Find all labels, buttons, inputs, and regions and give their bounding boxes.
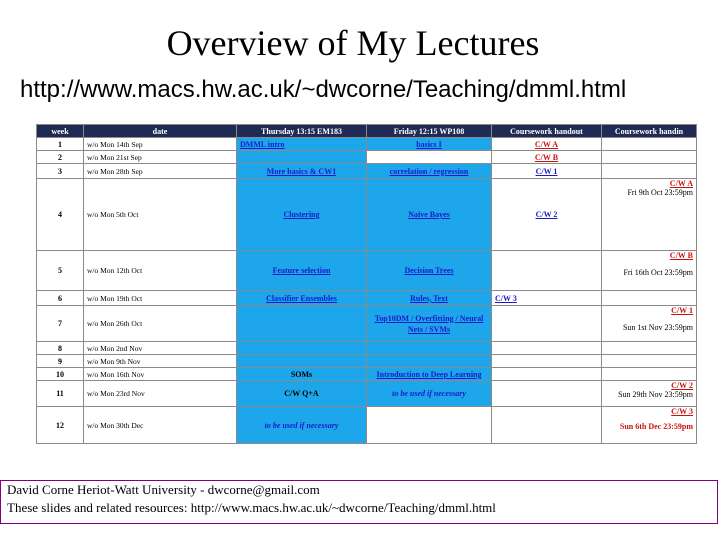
table-row [37, 381, 697, 407]
friday-cell[interactable] [367, 251, 492, 291]
lecture-link[interactable]: Introduction to Deep Learning [376, 369, 482, 379]
thursday-cell[interactable] [237, 251, 367, 291]
date-cell: w/o Mon 5th Oct [84, 179, 237, 251]
handout-cell [492, 381, 602, 407]
coursework-link[interactable]: C/W 1 [535, 166, 558, 176]
date-cell: w/o Mon 30th Dec [84, 407, 237, 444]
coursework-link[interactable]: C/W 2 [535, 210, 558, 219]
date-cell: w/o Mon 28th Sep [84, 164, 237, 179]
week-cell: 6 [37, 291, 84, 306]
handin-cell [602, 381, 697, 407]
date-cell: w/o Mon 2nd Nov [84, 342, 237, 355]
week-cell: 1 [37, 138, 84, 151]
coursework-link[interactable]: C/W A [534, 139, 559, 149]
friday-cell [367, 151, 492, 164]
footer-resources-line: These slides and related resources: http://www.macs.hw.ac.uk/~dwcorne/Teaching/dmml.html [7, 500, 496, 515]
table-row [37, 407, 697, 444]
date-cell: w/o Mon 16th Nov [84, 368, 237, 381]
handin-deadline: Sun 1st Nov 23:59pm [622, 323, 693, 332]
lecture-link[interactable]: SOMs [290, 369, 313, 379]
friday-cell [367, 355, 492, 368]
week-cell: 10 [37, 368, 84, 381]
coursework-link[interactable]: C/W 3 [495, 293, 517, 303]
handin-cell [602, 368, 697, 381]
lecture-link[interactable]: basics I [416, 139, 442, 149]
handin-cell [602, 291, 697, 306]
lecture-link[interactable]: Rules, Text [410, 293, 448, 303]
week-cell: 8 [37, 342, 84, 355]
lecture-link[interactable]: correlation / regression [389, 166, 469, 176]
date-cell: w/o Mon 12th Oct [84, 251, 237, 291]
handin-cell [602, 151, 697, 164]
thursday-cell[interactable] [237, 138, 367, 151]
week-cell: 4 [37, 179, 84, 251]
thursday-cell[interactable] [237, 368, 367, 381]
handout-cell [492, 355, 602, 368]
qa-session-label: C/W Q+A [284, 389, 319, 398]
table-row [37, 151, 697, 164]
week-cell: 9 [37, 355, 84, 368]
table-row [37, 179, 697, 251]
table-header-row [37, 125, 697, 138]
handin-deadline: Fri 9th Oct 23:59pm [627, 188, 693, 197]
handin-cell [602, 251, 697, 291]
handin-cell [602, 138, 697, 151]
week-cell: 5 [37, 251, 84, 291]
handout-cell[interactable] [492, 179, 602, 251]
thursday-cell [237, 342, 367, 355]
thursday-cell[interactable] [237, 291, 367, 306]
table-row [37, 342, 697, 355]
handin-cell [602, 355, 697, 368]
column-header-handin: Coursework handin [602, 125, 697, 138]
lecture-link[interactable]: Clustering [283, 210, 320, 219]
lecture-link[interactable]: Naïve Bayes [408, 210, 450, 219]
table-row [37, 164, 697, 179]
table-row [37, 368, 697, 381]
lecture-link[interactable]: DMML intro [240, 139, 285, 149]
lecture-link[interactable]: Top10DM / Overfitting / Neural Nets / SVMs [374, 313, 484, 334]
handout-cell [492, 368, 602, 381]
handin-label[interactable]: C/W 1 [671, 306, 693, 315]
week-cell: 2 [37, 151, 84, 164]
handin-label[interactable]: C/W A [669, 179, 693, 188]
table-row [37, 291, 697, 306]
date-cell: w/o Mon 21st Sep [84, 151, 237, 164]
friday-cell [367, 381, 492, 407]
column-header-date: date [84, 125, 237, 138]
week-cell: 7 [37, 306, 84, 342]
table-row [37, 355, 697, 368]
column-header-handout: Coursework handout [492, 125, 602, 138]
handin-cell [602, 407, 697, 444]
date-cell: w/o Mon 14th Sep [84, 138, 237, 151]
lecture-link[interactable]: More basics & CW1 [266, 166, 337, 176]
handin-label[interactable]: C/W B [669, 251, 693, 260]
handin-cell [602, 164, 697, 179]
handout-cell[interactable] [492, 138, 602, 151]
handout-cell [492, 342, 602, 355]
friday-cell[interactable] [367, 138, 492, 151]
footer-author-line: David Corne Heriot-Watt University - dwcorne@gmail.com [7, 482, 320, 497]
week-cell: 3 [37, 164, 84, 179]
table-row [37, 138, 697, 151]
thursday-cell [237, 355, 367, 368]
handout-cell[interactable] [492, 291, 602, 306]
spare-slot-label: to be used if necessary [264, 420, 339, 430]
date-cell: w/o Mon 23rd Nov [84, 381, 237, 407]
column-header-friday: Friday 12:15 WP108 [367, 125, 492, 138]
table-row [37, 306, 697, 342]
friday-cell[interactable] [367, 179, 492, 251]
date-cell: w/o Mon 19th Oct [84, 291, 237, 306]
thursday-cell [237, 151, 367, 164]
date-cell: w/o Mon 26th Oct [84, 306, 237, 342]
handin-cell [602, 179, 697, 251]
thursday-cell [237, 407, 367, 444]
lecture-link[interactable]: Decision Trees [404, 266, 454, 275]
thursday-cell [237, 306, 367, 342]
handin-label[interactable]: C/W 2 [671, 381, 693, 390]
slide-title: Overview of My Lectures [166, 23, 540, 63]
lecture-link[interactable]: Feature selection [272, 266, 331, 275]
friday-cell[interactable] [367, 368, 492, 381]
column-header-week: week [37, 125, 84, 138]
friday-cell[interactable] [367, 164, 492, 179]
lecture-schedule-table [36, 124, 697, 444]
handin-cell [602, 342, 697, 355]
handin-deadline: Sun 6th Dec 23:59pm [619, 422, 693, 431]
friday-cell[interactable] [367, 306, 492, 342]
coursework-link[interactable]: C/W B [534, 152, 559, 162]
friday-cell[interactable] [367, 291, 492, 306]
handin-cell [602, 306, 697, 342]
handout-cell [492, 306, 602, 342]
column-header-thursday: Thursday 13:15 EM183 [237, 125, 367, 138]
week-cell: 11 [37, 381, 84, 407]
date-cell: w/o Mon 9th Nov [84, 355, 237, 368]
handout-cell [492, 407, 602, 444]
course-url[interactable]: http://www.macs.hw.ac.uk/~dwcorne/Teaching/dmml.html [20, 76, 627, 103]
handin-deadline: Fri 16th Oct 23:59pm [623, 268, 693, 277]
table-row [37, 251, 697, 291]
thursday-cell[interactable] [237, 164, 367, 179]
handout-cell[interactable] [492, 164, 602, 179]
slide-footer [0, 480, 718, 524]
thursday-cell [237, 381, 367, 407]
handout-cell[interactable] [492, 151, 602, 164]
spare-slot-label: to be used if necessary [392, 389, 466, 398]
week-cell: 12 [37, 407, 84, 444]
thursday-cell[interactable] [237, 179, 367, 251]
handin-deadline: Sun 29th Nov 23:59pm [618, 390, 693, 399]
friday-cell [367, 407, 492, 444]
friday-cell [367, 342, 492, 355]
lecture-link[interactable]: Classifier Ensembles [266, 293, 337, 303]
handin-label[interactable]: C/W 3 [671, 407, 693, 416]
handout-cell [492, 251, 602, 291]
